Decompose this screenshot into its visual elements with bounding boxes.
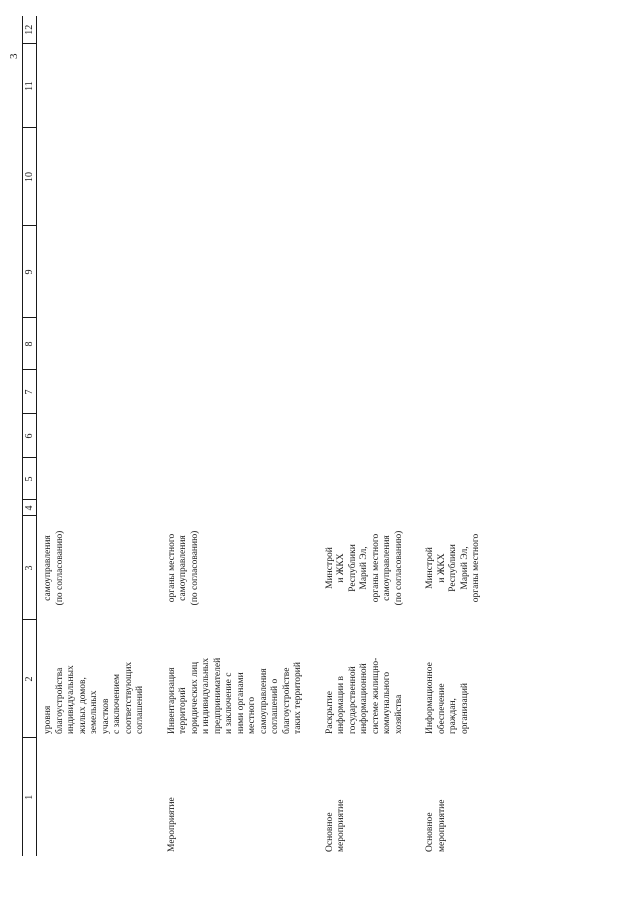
description-line: хозяйства — [393, 694, 404, 734]
measure-type-cell — [319, 738, 420, 856]
description-line: индивидуальных — [66, 665, 76, 734]
empty-cell — [419, 318, 497, 370]
executor-line: Марий Эл, — [459, 546, 470, 590]
description-line: Информационное — [425, 662, 435, 734]
empty-cell — [419, 370, 497, 414]
description-line: земельных — [89, 690, 99, 734]
empty-cell — [319, 128, 420, 226]
description-line: юридических лиц — [189, 661, 200, 734]
description-line: соответствующих — [123, 661, 134, 734]
description-line: Раскрытие — [324, 691, 335, 734]
empty-cell — [37, 226, 161, 318]
description-line: жилых домов, — [77, 677, 88, 734]
empty-cell — [319, 16, 420, 44]
measure-type-line: мероприятие — [436, 799, 447, 852]
description-line: ними органами — [235, 672, 246, 734]
column-number-header — [23, 16, 37, 856]
executor-line: Минстрой — [425, 547, 435, 589]
measure-type-line: Основное — [425, 812, 435, 852]
table-row — [319, 16, 420, 856]
executor-line: Марий Эл, — [359, 546, 369, 590]
column-header: 7 — [23, 370, 37, 414]
empty-cell — [419, 414, 497, 458]
empty-cell — [319, 370, 420, 414]
column-header: 9 — [23, 226, 37, 318]
column-header: 5 — [23, 458, 37, 500]
empty-cell — [419, 44, 497, 128]
measure-type-cell — [419, 738, 497, 856]
empty-cell — [161, 370, 319, 414]
executor-line: (по согласованию) — [393, 530, 404, 606]
measure-type-line: Мероприятие — [166, 797, 177, 852]
description-line: коммунального — [382, 671, 392, 734]
empty-cell — [161, 16, 319, 44]
executor-line: органы местного — [471, 533, 481, 603]
description-line: благоустройстве — [281, 667, 292, 734]
description-line: с заключением — [112, 673, 122, 734]
description-line: местного — [247, 696, 257, 734]
empty-cell — [37, 16, 161, 44]
empty-cell — [319, 318, 420, 370]
column-header: 12 — [23, 16, 37, 44]
description-line: информации в — [336, 676, 346, 734]
measure-type-line: мероприятие — [336, 799, 346, 852]
empty-cell — [419, 16, 497, 44]
description-line: Инвентаризация — [166, 667, 177, 734]
empty-cell — [419, 226, 497, 318]
column-header: 1 — [23, 738, 37, 856]
column-header: 3 — [23, 516, 37, 620]
executor-cell — [319, 516, 420, 620]
executor-line: органы местного — [166, 533, 177, 603]
measure-type-cell — [161, 738, 319, 856]
column-header: 8 — [23, 318, 37, 370]
empty-cell — [161, 226, 319, 318]
description-line: и индивидуальных — [201, 657, 211, 734]
description-line: уровня — [43, 705, 53, 734]
column-header: 11 — [23, 44, 37, 128]
table-row — [161, 16, 319, 856]
executor-line: самоуправления — [43, 535, 53, 601]
column-header: 4 — [23, 500, 37, 516]
empty-cell — [319, 458, 420, 500]
empty-cell — [37, 500, 161, 516]
description-line: предпринимателей — [212, 657, 223, 734]
empty-cell — [37, 44, 161, 128]
executor-line: органы местного — [370, 533, 381, 603]
empty-cell — [37, 458, 161, 500]
empty-cell — [319, 226, 420, 318]
description-line: территорий — [178, 687, 188, 734]
measure-description-cell — [319, 620, 420, 738]
page-number: 3 — [8, 53, 20, 59]
executor-cell — [37, 516, 161, 620]
executor-line: и ЖКХ — [336, 553, 346, 583]
description-line: соглашений о — [270, 678, 280, 734]
measure-description-cell — [37, 620, 161, 738]
executor-cell — [161, 516, 319, 620]
description-line: и заключение с — [224, 672, 234, 734]
measure-description-cell — [419, 620, 497, 738]
empty-cell — [319, 500, 420, 516]
measure-description-cell — [161, 620, 319, 738]
description-line: благоустройства — [54, 667, 65, 734]
description-line: государственной — [347, 666, 358, 734]
description-line: участков — [100, 698, 111, 734]
executor-line: Республики — [448, 544, 458, 592]
description-line: таких территорий — [293, 662, 303, 734]
executor-line: самоуправления — [178, 535, 188, 601]
empty-cell — [161, 128, 319, 226]
empty-cell — [319, 44, 420, 128]
empty-cell — [161, 44, 319, 128]
executor-line: и ЖКХ — [436, 553, 447, 583]
executor-line: Республики — [347, 544, 358, 592]
description-line: самоуправления — [258, 668, 269, 734]
description-line: системе жилищно- — [370, 657, 381, 734]
empty-cell — [37, 370, 161, 414]
description-line: обеспечение — [436, 683, 447, 734]
empty-cell — [161, 458, 319, 500]
executor-line: самоуправления — [382, 535, 392, 601]
column-header: 6 — [23, 414, 37, 458]
column-header: 10 — [23, 128, 37, 226]
empty-cell — [419, 458, 497, 500]
executor-line: (по согласованию) — [189, 530, 200, 606]
measure-type-cell — [37, 738, 161, 856]
table-row — [37, 16, 161, 856]
executor-line: Минстрой — [324, 547, 335, 589]
description-line: граждан, — [448, 698, 458, 734]
executor-cell — [419, 516, 497, 620]
description-line: информационной — [359, 663, 369, 734]
empty-cell — [37, 318, 161, 370]
column-header: 2 — [23, 620, 37, 738]
empty-cell — [161, 414, 319, 458]
measure-type-line: Основное — [324, 812, 335, 852]
executor-line: (по согласованию) — [54, 530, 65, 606]
empty-cell — [419, 500, 497, 516]
empty-cell — [37, 414, 161, 458]
table-row — [419, 16, 497, 856]
empty-cell — [37, 128, 161, 226]
empty-cell — [319, 414, 420, 458]
empty-cell — [161, 500, 319, 516]
empty-cell — [161, 318, 319, 370]
description-line: соглашений — [135, 685, 145, 734]
program-measures-table — [22, 16, 497, 856]
description-line: организаций — [459, 682, 470, 734]
empty-cell — [419, 128, 497, 226]
